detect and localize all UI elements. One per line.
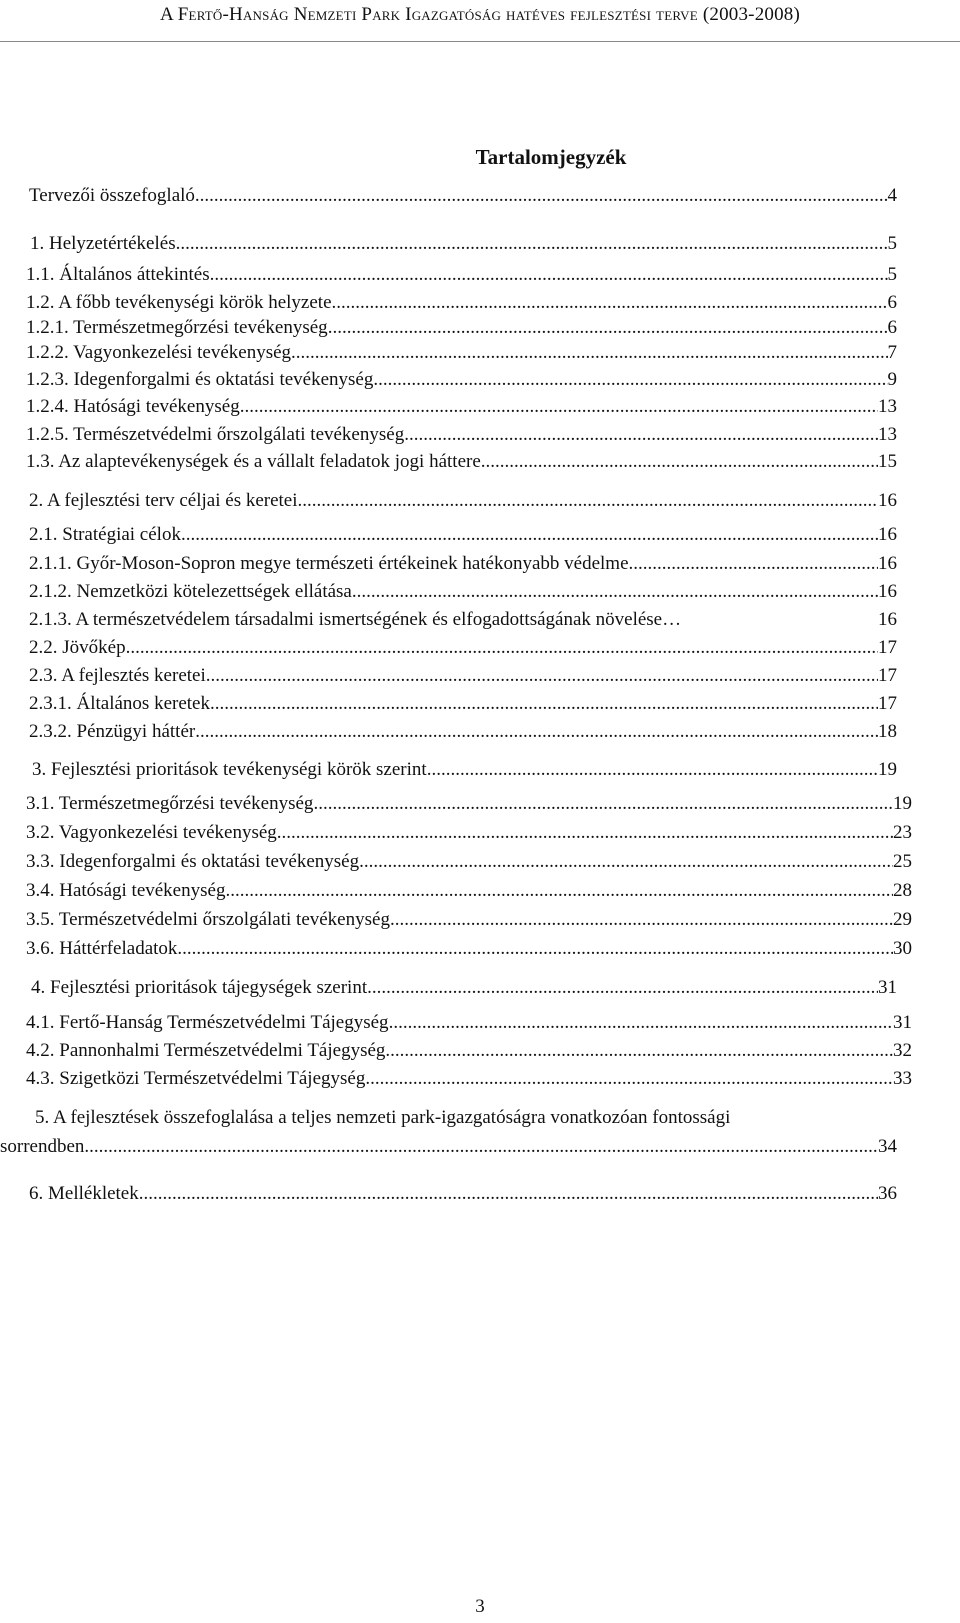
toc-entry-page: 17 — [878, 665, 897, 686]
toc-entry[interactable] — [29, 636, 897, 660]
toc-entry-label: 4. Fejlesztési prioritások tájegységek szerint — [31, 977, 368, 998]
toc-entry-label: 1. Helyzetértékelés — [30, 233, 176, 254]
toc-entry[interactable] — [26, 1067, 912, 1091]
leader-dots — [365, 1067, 893, 1091]
toc-entry-label: 2.3.1. Általános keretek — [29, 693, 210, 714]
toc-entry[interactable] — [26, 792, 912, 816]
toc-entry-page: 5 — [887, 233, 897, 254]
toc-entry-label: 1.2.1. Természetmegőrzési tevékenység — [26, 317, 328, 338]
toc-entry-page: 16 — [878, 609, 897, 630]
toc-entry-label: 4.3. Szigetközi Természetvédelmi Tájegység — [26, 1068, 366, 1089]
leader-dots — [139, 1182, 878, 1206]
toc-entry-page: 9 — [887, 369, 897, 390]
toc-entry[interactable] — [29, 664, 897, 688]
toc-entry[interactable] — [29, 1182, 897, 1206]
toc-entry[interactable] — [29, 552, 897, 576]
leader-dots — [84, 1135, 878, 1159]
toc-entry[interactable] — [26, 395, 897, 419]
leader-dots — [176, 232, 888, 256]
toc-entry-label: 3. Fejlesztési prioritások tevékenységi körök szerint — [32, 759, 427, 780]
toc-entry[interactable] — [29, 523, 897, 547]
toc-entry[interactable] — [26, 368, 897, 392]
leader-dots — [313, 792, 893, 816]
toc-entry-label: 1.2.2. Vagyonkezelési tevékenység — [26, 342, 292, 363]
toc-entry-label: 2.1. Stratégiai célok — [29, 524, 181, 545]
toc-entry-page: 30 — [893, 938, 912, 959]
toc-entry-label: 1.2.3. Idegenforgalmi és oktatási tevékenység — [26, 369, 374, 390]
toc-entry-label: 2.3.2. Pénzügyi háttér — [29, 721, 196, 742]
leader-dots — [373, 368, 887, 392]
toc-entry-label: 1.2. A főbb tevékenységi körök helyzete — [26, 292, 332, 313]
toc-entry-page: 19 — [878, 759, 897, 780]
toc-entry[interactable] — [26, 423, 897, 447]
toc-entry[interactable] — [26, 316, 897, 340]
toc-entry[interactable] — [29, 608, 897, 632]
toc-entry-page: 6 — [887, 317, 897, 338]
toc-entry-page: 16 — [878, 553, 897, 574]
leader-dots — [277, 821, 893, 845]
leader-dots — [367, 976, 878, 1000]
toc-entry-page: 16 — [878, 581, 897, 602]
leader-dots — [390, 908, 893, 932]
toc-entry[interactable] — [29, 692, 897, 716]
toc-entry[interactable] — [29, 580, 897, 604]
leader-dots — [210, 692, 878, 716]
toc-entry-label: 4.2. Pannonhalmi Természetvédelmi Tájegység — [26, 1040, 386, 1061]
leader-dots — [481, 450, 878, 474]
toc-entry-page: 18 — [878, 721, 897, 742]
toc-entry-label: 2.1.3. A természetvédelem társadalmi ismertségének és elfogadottságának növelése — [29, 609, 663, 630]
toc-entry[interactable] — [26, 908, 912, 932]
toc-entry-label: 2. A fejlesztési terv céljai és keretei — [29, 490, 298, 511]
toc-entry-page: 36 — [878, 1183, 897, 1204]
toc-entry[interactable] — [26, 450, 897, 474]
leader-dots — [206, 664, 878, 688]
toc-entry-page: 17 — [878, 693, 897, 714]
toc-entry-label: 2.1.2. Nemzetközi kötelezettségek ellátása — [29, 581, 352, 602]
toc-entry-page: 13 — [878, 396, 897, 417]
leader-dots — [181, 523, 878, 547]
toc-entry-page: 31 — [893, 1012, 912, 1033]
leader-dots — [195, 184, 888, 208]
toc-entry-label: 2.3. A fejlesztés keretei — [29, 665, 206, 686]
header-rule — [0, 41, 960, 42]
toc-entry-label: 2.1.1. Győr-Moson-Sopron megye természeti értékeinek hatékonyabb védelme — [29, 553, 629, 574]
leader-dots — [126, 636, 878, 660]
toc-entry-label: 1.2.5. Természetvédelmi őrszolgálati tevékenység — [26, 424, 405, 445]
toc-entry-label: 2.2. Jövőkép — [29, 637, 126, 658]
leader-dots — [225, 879, 893, 903]
toc-entry[interactable] — [26, 1011, 912, 1035]
toc-entry[interactable] — [29, 720, 897, 744]
running-header: A Fertő-Hanság Nemzeti Park Igazgatóság hatéves fejlesztési terve (2003-2008) — [159, 4, 801, 25]
toc-entry[interactable] — [26, 263, 897, 287]
toc-entry[interactable] — [26, 341, 897, 365]
toc-entry-label: 1.2.4. Hatósági tevékenység — [26, 396, 240, 417]
toc-entry-page: 17 — [878, 637, 897, 658]
toc-title: Tartalomjegyzék — [475, 145, 627, 169]
leader-dots — [662, 608, 878, 632]
leader-dots — [385, 1039, 893, 1063]
toc-entry[interactable] — [31, 976, 897, 1000]
toc-entry-label: 3.5. Természetvédelmi őrszolgálati tevékenység — [26, 909, 390, 930]
toc-entry[interactable] — [29, 489, 897, 513]
toc-entry-page: 16 — [878, 490, 897, 511]
leader-dots — [328, 316, 888, 340]
toc-entry-label: Tervezői összefoglaló — [29, 185, 195, 206]
toc-entry[interactable] — [26, 291, 897, 315]
toc-entry[interactable] — [26, 937, 912, 961]
toc-entry-label: 6. Mellékletek — [29, 1183, 139, 1204]
toc-entry-page: 34 — [878, 1136, 897, 1157]
toc-entry[interactable] — [26, 1039, 912, 1063]
toc-entry-page: 6 — [887, 292, 897, 313]
toc-entry-page: 32 — [893, 1040, 912, 1061]
toc-entry-page: 25 — [893, 851, 912, 872]
leader-dots — [332, 291, 888, 315]
page-number: 3 — [475, 1596, 485, 1617]
leader-dots — [240, 395, 878, 419]
toc-entry-label: 4.1. Fertő-Hanság Természetvédelmi Tájegység — [26, 1012, 389, 1033]
leader-dots — [404, 423, 878, 447]
toc-entry-label: 3.3. Idegenforgalmi és oktatási tevékenység — [26, 851, 360, 872]
toc-entry[interactable] — [26, 879, 912, 903]
leader-dots — [195, 720, 878, 744]
toc-entry-page: 16 — [878, 524, 897, 545]
toc-entry-label: 1.3. Az alaptevékenységek és a vállalt feladatok jogi háttere — [26, 451, 481, 472]
toc-entry-label: 3.4. Hatósági tevékenység — [26, 880, 226, 901]
toc-entry-page: 13 — [878, 424, 897, 445]
toc-entry[interactable] — [32, 758, 897, 782]
toc-entry-page: 4 — [887, 185, 897, 206]
toc-entry-label: 3.2. Vagyonkezelési tevékenység — [26, 822, 277, 843]
toc-entry-page: 23 — [893, 822, 912, 843]
toc-entry[interactable] — [30, 232, 897, 256]
leader-dots — [177, 937, 893, 961]
toc-entry[interactable] — [26, 850, 912, 874]
toc-entry-label: 1.1. Általános áttekintés — [26, 264, 210, 285]
toc-entry-label: sorrendben — [0, 1136, 85, 1157]
leader-dots — [629, 552, 878, 576]
toc-entry-page: 15 — [878, 451, 897, 472]
leader-dots — [359, 850, 893, 874]
toc-entry-page: 5 — [887, 264, 897, 285]
toc-entry-page: 7 — [887, 342, 897, 363]
toc-entry[interactable] — [29, 184, 897, 208]
toc-entry-page: 19 — [893, 793, 912, 814]
leader-dots — [352, 580, 878, 604]
leader-dots — [427, 758, 878, 782]
toc-entry-label-first-line: 5. A fejlesztések összefoglalása a teljes nemzeti park-igazgatóságra vonatkozóan fontossági — [35, 1107, 731, 1128]
leader-dots — [298, 489, 878, 513]
toc-entry[interactable] — [0, 1135, 897, 1159]
toc-entry-label: 3.6. Háttérfeladatok — [26, 938, 178, 959]
leader-dots — [210, 263, 888, 287]
toc-entry-page: 28 — [893, 880, 912, 901]
toc-entry-page: 33 — [893, 1068, 912, 1089]
toc-entry-page: 31 — [878, 977, 897, 998]
leader-dots — [389, 1011, 893, 1035]
toc-entry-label: 3.1. Természetmegőrzési tevékenység — [26, 793, 314, 814]
leader-dots — [291, 341, 887, 365]
toc-entry[interactable] — [26, 821, 912, 845]
toc-entry-page: 29 — [893, 909, 912, 930]
